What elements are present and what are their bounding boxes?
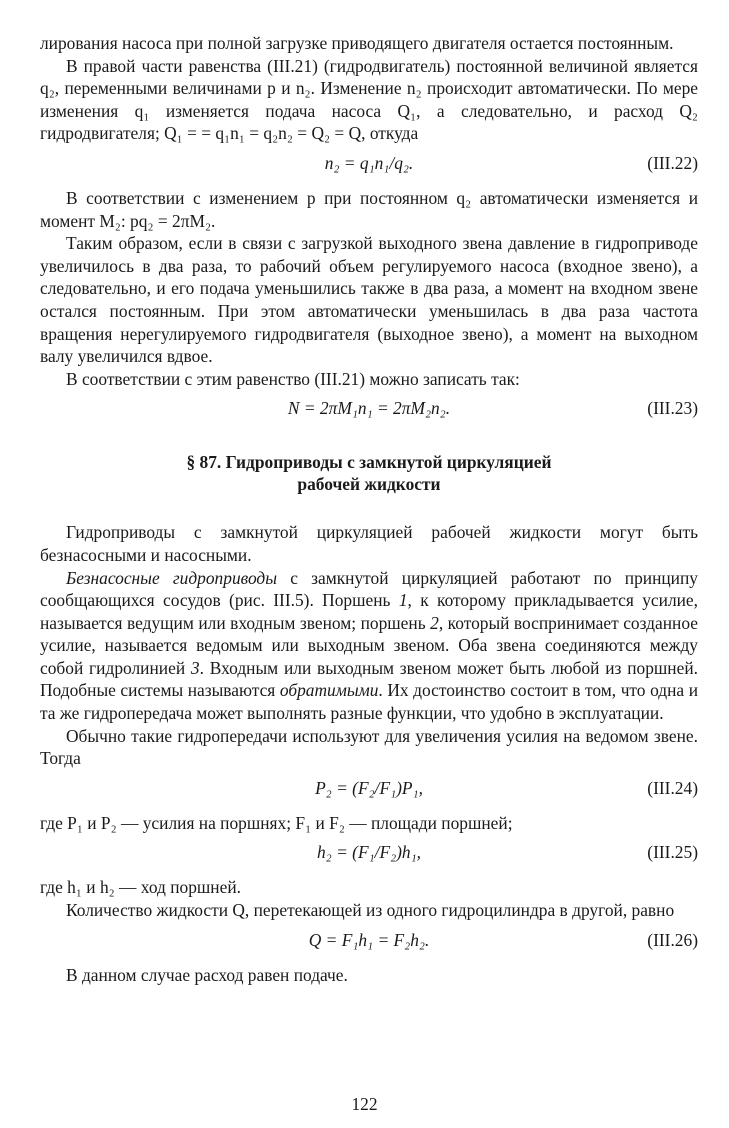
page-number: 122 xyxy=(351,1094,378,1114)
paragraph-text: . Их достоинство состоит в том, что одна и та же гидропередача может выполнять разные функции, что удобно в эксплуатации. xyxy=(40,680,698,724)
figure-part-number: 2 xyxy=(430,612,439,633)
equation-number: (III.23) xyxy=(647,398,698,419)
equation-number: (III.24) xyxy=(647,777,698,798)
paragraph: В соответствии с этим равенство (III.21) можно записать так: xyxy=(66,368,520,389)
equation-formula: h₂ = (F₁/F₂)h₁, xyxy=(316,842,421,863)
page-body xyxy=(40,32,698,986)
figure-part-number: 1 xyxy=(398,590,408,611)
paragraph: В данном случае расход равен подаче. xyxy=(66,964,348,985)
paragraph xyxy=(40,567,698,725)
paragraph: Количество жидкости Q, перетекающей из одного гидроцилиндра в другой, равно xyxy=(66,900,675,921)
paragraph-text: с замкнутой циркуляцией работают по принципу сообщающихся сосудов (рис. III.5). Поршень xyxy=(40,567,698,611)
paragraph: В правой части равенства (III.21) (гидродвигатель) постоянной величиной является q₂, переменными величинами p и n₂. Изменение n₂ происходит автоматически. По мере изменения q₁ изменяется подача насоса Q₁, а следовательно, и расход Q₂ гидродвигателя; Q₁ = = q₁n₁ = q₂n₂ = Q₂ = Q, откуда xyxy=(40,55,698,144)
paragraph: Таким образом, если в связи с загрузкой выходного звена давление в гидроприводе увеличилось в два раза, то рабочий объем регулируемого насоса (входное звено), а следовательно, и его подача уменьшились также в два раза, а момент на входном звене остался постоянным. При этом автоматически уменьшилась в два раза частота вращения нерегулируемого гидродвигателя (выходное звено), а момент на выходном валу увеличился вдвое. xyxy=(40,233,698,367)
paragraph: Обычно такие гидропередачи используют для увеличения усилия на ведомом звене. Тогда xyxy=(40,725,698,769)
equation-number: (III.25) xyxy=(647,842,698,863)
paragraph-text: , который воспринимает созданное усилие, называется ведомым или выходным звеном. Оба звена соединяются между собой гидролинией xyxy=(40,612,698,678)
paragraph-text: , к которому прикладывается усилие, называется ведущим или входным звеном; поршень xyxy=(40,590,698,633)
equation-formula: Q = F₁h₁ = F₂h₂. xyxy=(308,929,430,950)
equation-III-26 xyxy=(40,929,698,955)
equation-III-22 xyxy=(40,152,698,178)
section-heading xyxy=(40,451,698,495)
equation-formula: n₂ = q₁n₁/q₂. xyxy=(324,152,414,173)
equation-number: (III.26) xyxy=(647,929,698,950)
equation-III-23 xyxy=(40,397,698,423)
equation-III-24 xyxy=(40,777,698,803)
italic-term: обратимыми xyxy=(279,680,379,701)
section-heading-line: § 87. Гидроприводы с замкнутой циркуляцией xyxy=(186,452,552,473)
paragraph-text: . Входным или выходным звеном может быть любой из поршней. Подобные системы называются xyxy=(40,657,698,701)
equation-formula: P₂ = (F₂/F₁)P₁, xyxy=(315,777,423,798)
equation-III-25 xyxy=(40,841,698,867)
paragraph-continuation: лирования насоса при полной загрузке приводящего двигателя остается постоянным. xyxy=(40,33,674,53)
paragraph: где h₁ и h₂ — ход поршней. xyxy=(40,877,241,898)
figure-part-number: 3 xyxy=(190,657,200,678)
equation-number: (III.22) xyxy=(647,152,698,173)
paragraph: где P₁ и P₂ — усилия на поршнях; F₁ и F₂ — площади поршней; xyxy=(40,812,513,833)
paragraph: В соответствии с изменением p при постоянном q₂ автоматически изменяется и момент M₂: pq₂ = 2πM₂. xyxy=(40,187,698,231)
section-heading-line: рабочей жидкости xyxy=(297,474,441,495)
italic-term: Безнасосные гидроприводы xyxy=(66,567,277,588)
equation-formula: N = 2πM₁n₁ = 2πM₂n₂. xyxy=(287,398,451,419)
paragraph: Гидроприводы с замкнутой циркуляцией рабочей жидкости могут быть безнасосными и насосными. xyxy=(40,522,698,565)
